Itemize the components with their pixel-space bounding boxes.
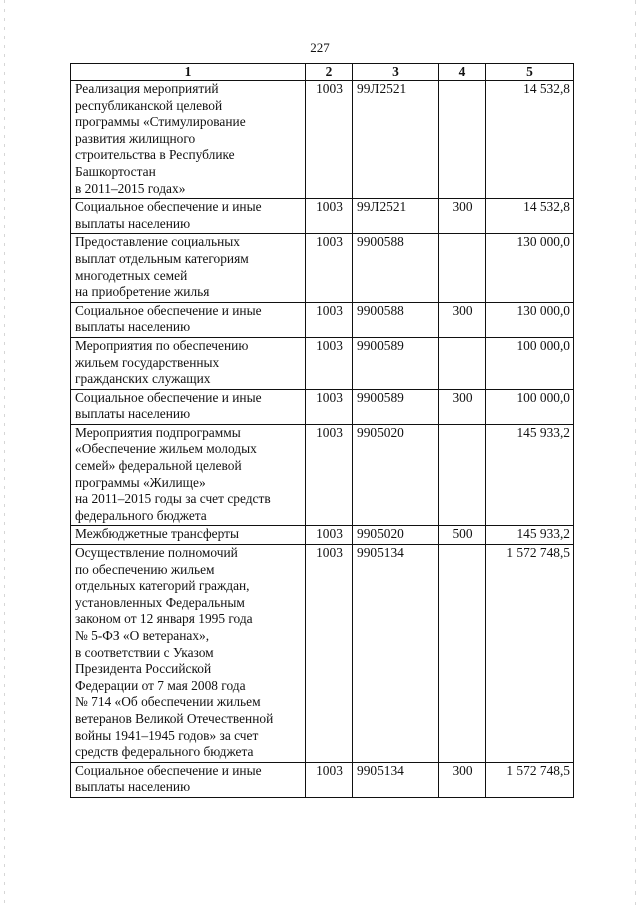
row-name: Межбюджетные трансферты bbox=[71, 526, 306, 545]
row-expense-type bbox=[439, 234, 486, 302]
row-expense-type: 300 bbox=[439, 302, 486, 337]
row-article: 9905020 bbox=[353, 424, 439, 526]
table-header-row bbox=[71, 64, 574, 81]
row-amount: 145 933,2 bbox=[486, 526, 574, 545]
table-row bbox=[71, 199, 574, 234]
column-header: 5 bbox=[486, 64, 574, 81]
row-expense-type bbox=[439, 337, 486, 389]
row-section: 1003 bbox=[306, 199, 353, 234]
row-section: 1003 bbox=[306, 302, 353, 337]
row-article: 99Л2521 bbox=[353, 199, 439, 234]
row-expense-type bbox=[439, 81, 486, 199]
row-name: Социальное обеспечение и иные выплаты населению bbox=[71, 302, 306, 337]
row-section: 1003 bbox=[306, 526, 353, 545]
table-row bbox=[71, 234, 574, 302]
row-name: Осуществление полномочий по обеспечению жильем отдельных категорий граждан, установленных Федеральным законом от 12 января 1995 года № 5-ФЗ «О ветеранах», в соответствии с Указом Президента Российской Федерации от 7 мая 2008 года № 714 «Об обеспечении жильем ветеранов Великой Отечественной войны 1941–1945 годов» за счет средств федерального бюджета bbox=[71, 545, 306, 763]
row-article: 9905134 bbox=[353, 762, 439, 797]
row-expense-type: 300 bbox=[439, 199, 486, 234]
row-article: 99Л2521 bbox=[353, 81, 439, 199]
table-row bbox=[71, 389, 574, 424]
row-expense-type bbox=[439, 424, 486, 526]
column-header: 4 bbox=[439, 64, 486, 81]
row-section: 1003 bbox=[306, 762, 353, 797]
column-header: 3 bbox=[353, 64, 439, 81]
row-expense-type bbox=[439, 545, 486, 763]
row-section: 1003 bbox=[306, 545, 353, 763]
row-amount: 1 572 748,5 bbox=[486, 545, 574, 763]
table-row bbox=[71, 424, 574, 526]
table-row bbox=[71, 81, 574, 199]
row-name: Предоставление социальных выплат отдельным категориям многодетных семей на приобретение жилья bbox=[71, 234, 306, 302]
row-name: Социальное обеспечение и иные выплаты населению bbox=[71, 762, 306, 797]
row-article: 9900588 bbox=[353, 302, 439, 337]
row-section: 1003 bbox=[306, 234, 353, 302]
table-row bbox=[71, 337, 574, 389]
row-name: Реализация мероприятий республиканской целевой программы «Стимулирование развития жилищного строительства в Республике Башкортостан в 2011–2015 годах» bbox=[71, 81, 306, 199]
row-amount: 14 532,8 bbox=[486, 81, 574, 199]
row-section: 1003 bbox=[306, 389, 353, 424]
scan-edge-right bbox=[635, 0, 636, 905]
row-amount: 1 572 748,5 bbox=[486, 762, 574, 797]
row-expense-type: 300 bbox=[439, 762, 486, 797]
page-number: 227 bbox=[310, 40, 330, 55]
row-section: 1003 bbox=[306, 81, 353, 199]
row-name: Социальное обеспечение и иные выплаты населению bbox=[71, 389, 306, 424]
row-expense-type: 300 bbox=[439, 389, 486, 424]
row-name: Мероприятия подпрограммы «Обеспечение жильем молодых семей» федеральной целевой программы «Жилище» на 2011–2015 годы за счет средств федерального бюджета bbox=[71, 424, 306, 526]
table-body bbox=[71, 81, 574, 798]
row-article: 9900588 bbox=[353, 234, 439, 302]
scan-edge-left bbox=[4, 0, 5, 905]
column-header: 1 bbox=[71, 64, 306, 81]
budget-table bbox=[70, 63, 574, 798]
row-amount: 100 000,0 bbox=[486, 389, 574, 424]
row-article: 9900589 bbox=[353, 337, 439, 389]
table-row bbox=[71, 526, 574, 545]
row-article: 9900589 bbox=[353, 389, 439, 424]
row-amount: 130 000,0 bbox=[486, 234, 574, 302]
table-row bbox=[71, 302, 574, 337]
row-article: 9905134 bbox=[353, 545, 439, 763]
row-amount: 145 933,2 bbox=[486, 424, 574, 526]
row-amount: 130 000,0 bbox=[486, 302, 574, 337]
row-section: 1003 bbox=[306, 337, 353, 389]
table-row bbox=[71, 762, 574, 797]
row-amount: 14 532,8 bbox=[486, 199, 574, 234]
row-expense-type: 500 bbox=[439, 526, 486, 545]
row-name: Социальное обеспечение и иные выплаты населению bbox=[71, 199, 306, 234]
row-article: 9905020 bbox=[353, 526, 439, 545]
row-amount: 100 000,0 bbox=[486, 337, 574, 389]
row-name: Мероприятия по обеспечению жильем государственных гражданских служащих bbox=[71, 337, 306, 389]
column-header: 2 bbox=[306, 64, 353, 81]
row-section: 1003 bbox=[306, 424, 353, 526]
table-row bbox=[71, 545, 574, 763]
